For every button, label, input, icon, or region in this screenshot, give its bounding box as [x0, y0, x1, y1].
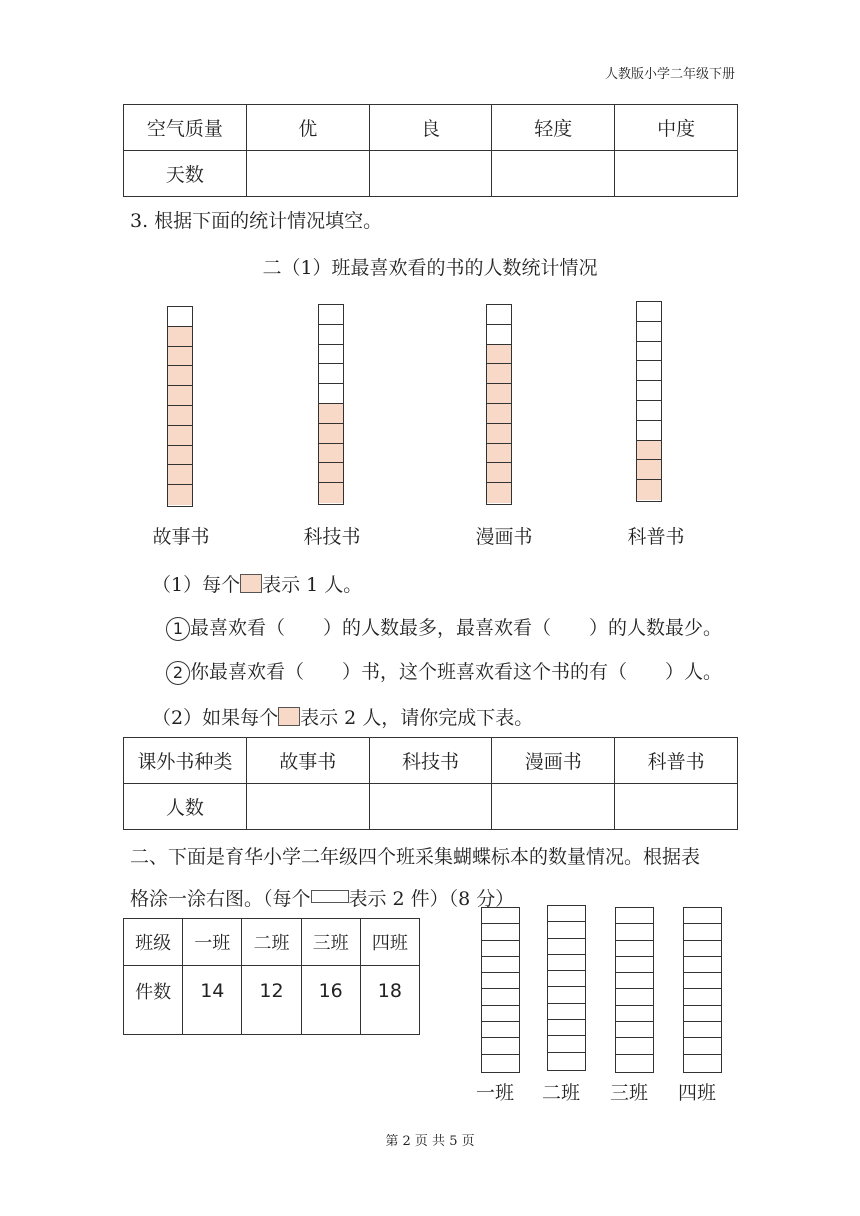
table-header-cell: 科普书	[615, 738, 738, 784]
empty-box[interactable]	[616, 957, 653, 973]
filled-square-icon	[240, 574, 262, 593]
sub-question-2-suffix: 表示 2 人，请你完成下表。	[300, 707, 534, 729]
table-row	[124, 966, 420, 1035]
empty-box[interactable]	[482, 989, 519, 1005]
empty-box[interactable]	[684, 941, 721, 957]
chart-bar	[636, 301, 662, 502]
empty-box[interactable]	[616, 908, 653, 924]
empty-box[interactable]	[482, 1022, 519, 1038]
question-2	[166, 657, 722, 685]
empty-box[interactable]	[616, 924, 653, 940]
table-row	[124, 919, 420, 966]
table-row-label: 天数	[124, 151, 247, 197]
empty-box	[637, 381, 661, 401]
filled-box	[168, 426, 192, 446]
filled-box	[487, 444, 511, 464]
empty-bar[interactable]	[615, 907, 654, 1073]
empty-box	[637, 302, 661, 322]
empty-box[interactable]	[616, 1006, 653, 1022]
empty-bar[interactable]	[683, 907, 722, 1073]
empty-box[interactable]	[616, 1038, 653, 1054]
table-cell: 14	[183, 966, 242, 1035]
filled-square-icon	[278, 707, 300, 726]
empty-box[interactable]	[548, 1036, 585, 1052]
empty-box	[319, 325, 343, 345]
empty-box[interactable]	[684, 1006, 721, 1022]
filled-box	[637, 480, 661, 500]
table-header-cell: 班级	[124, 919, 183, 966]
sub-question-1	[152, 570, 362, 597]
table-row	[124, 151, 738, 197]
question-2-text: 你最喜欢看（ ）书，这个班喜欢看这个书的有（ ）人。	[190, 661, 723, 683]
table-row	[124, 784, 738, 830]
filled-box	[319, 444, 343, 464]
table-cell: 16	[301, 966, 360, 1035]
answer-cell[interactable]	[369, 784, 492, 830]
empty-box[interactable]	[548, 971, 585, 987]
answer-cell[interactable]	[492, 151, 615, 197]
air-quality-table	[123, 104, 738, 197]
empty-box[interactable]	[482, 1055, 519, 1071]
table-header-cell: 二班	[242, 919, 301, 966]
empty-box	[319, 364, 343, 384]
table-row	[124, 105, 738, 151]
filled-box	[168, 446, 192, 466]
sub-question-1-prefix: （1）每个	[152, 574, 241, 596]
section-2-prefix: 格涂一涂右图。（每个	[130, 888, 311, 910]
table-row	[124, 738, 738, 784]
empty-box	[319, 384, 343, 404]
empty-box	[637, 361, 661, 381]
question-1	[166, 613, 722, 641]
section-2-line-2	[130, 884, 514, 911]
empty-bar[interactable]	[481, 907, 520, 1073]
chart-category-label: 二班	[541, 1082, 580, 1104]
empty-box[interactable]	[684, 1055, 721, 1071]
empty-box[interactable]	[548, 906, 585, 922]
chart-category-label: 四班	[677, 1082, 716, 1104]
empty-bar[interactable]	[547, 905, 586, 1071]
empty-box[interactable]	[684, 989, 721, 1005]
table-header-cell: 空气质量	[124, 105, 247, 151]
filled-box	[319, 483, 343, 503]
table-cell: 18	[360, 966, 419, 1035]
empty-box[interactable]	[684, 973, 721, 989]
table-header-cell: 课外书种类	[124, 738, 247, 784]
table-header-cell: 三班	[301, 919, 360, 966]
empty-box[interactable]	[684, 1022, 721, 1038]
answer-cell[interactable]	[246, 151, 369, 197]
sub-question-2-prefix: （2）如果每个	[152, 707, 279, 729]
empty-box	[637, 322, 661, 342]
filled-box	[168, 366, 192, 386]
empty-box[interactable]	[482, 908, 519, 924]
chart-category-label: 漫画书	[475, 526, 533, 548]
table-header-cell: 科技书	[369, 738, 492, 784]
empty-box[interactable]	[548, 939, 585, 955]
section-2-suffix: 表示 2 件）（8 分）	[348, 888, 515, 910]
empty-box[interactable]	[684, 957, 721, 973]
table-header-cell: 故事书	[246, 738, 369, 784]
chart-category-label: 科技书	[303, 526, 361, 548]
empty-box[interactable]	[548, 1020, 585, 1036]
circled-number-icon: 1	[166, 617, 190, 641]
table-header-cell: 良	[369, 105, 492, 151]
empty-box[interactable]	[482, 973, 519, 989]
chart-bar	[486, 304, 512, 505]
table-header-cell: 中度	[615, 105, 738, 151]
table-header-cell: 一班	[183, 919, 242, 966]
filled-box	[319, 404, 343, 424]
filled-box	[487, 345, 511, 365]
empty-box	[319, 345, 343, 365]
chart-category-label: 一班	[475, 1082, 514, 1104]
table-cell: 12	[242, 966, 301, 1035]
empty-box[interactable]	[616, 1055, 653, 1071]
empty-rectangle-icon	[311, 890, 349, 903]
filled-box	[319, 463, 343, 483]
empty-box[interactable]	[482, 1006, 519, 1022]
filled-box	[637, 441, 661, 461]
page-header: 人教版小学二年级下册	[604, 67, 735, 82]
section-2-line-1: 二、下面是育华小学二年级四个班采集蝴蝶标本的数量情况。根据表	[130, 846, 701, 868]
empty-box[interactable]	[548, 922, 585, 938]
empty-box	[319, 305, 343, 325]
empty-box[interactable]	[616, 989, 653, 1005]
filled-box	[168, 386, 192, 406]
filled-box	[319, 424, 343, 444]
empty-box[interactable]	[548, 1004, 585, 1020]
empty-box	[637, 421, 661, 441]
chart-category-label: 科普书	[627, 526, 685, 548]
answer-cell[interactable]	[369, 151, 492, 197]
filled-box	[168, 406, 192, 426]
class-table	[123, 918, 420, 1035]
filled-box	[168, 485, 192, 505]
circled-number-icon: 2	[166, 661, 190, 685]
empty-box[interactable]	[482, 1038, 519, 1054]
filled-box	[487, 384, 511, 404]
filled-box	[487, 424, 511, 444]
filled-box	[487, 404, 511, 424]
book-table	[123, 737, 738, 830]
empty-box[interactable]	[684, 924, 721, 940]
sub-question-2	[152, 703, 533, 730]
empty-box[interactable]	[482, 924, 519, 940]
table-header-cell: 优	[246, 105, 369, 151]
filled-box	[487, 483, 511, 503]
question-3-instruction: 3. 根据下面的统计情况填空。	[130, 210, 383, 232]
table-header-cell: 四班	[360, 919, 419, 966]
filled-box	[168, 465, 192, 485]
filled-box	[168, 327, 192, 347]
empty-box	[487, 325, 511, 345]
question-1-text: 最喜欢看（ ）的人数最多，最喜欢看（ ）的人数最少。	[190, 617, 723, 639]
chart-category-label: 三班	[609, 1082, 648, 1104]
empty-box[interactable]	[482, 941, 519, 957]
answer-cell[interactable]	[615, 784, 738, 830]
sub-question-1-suffix: 表示 1 人。	[262, 574, 363, 596]
empty-box[interactable]	[548, 1053, 585, 1069]
chart-title: 二（1）班最喜欢看的书的人数统计情况	[262, 257, 598, 279]
answer-cell[interactable]	[492, 784, 615, 830]
empty-box	[168, 307, 192, 327]
chart-bar	[318, 304, 344, 505]
table-row-label: 人数	[124, 784, 247, 830]
filled-box	[487, 364, 511, 384]
chart-bar	[167, 306, 193, 507]
empty-box	[637, 401, 661, 421]
empty-box	[637, 342, 661, 362]
table-row-label: 件数	[124, 966, 183, 1035]
answer-cell[interactable]	[615, 151, 738, 197]
empty-box[interactable]	[616, 973, 653, 989]
filled-box	[637, 460, 661, 480]
table-header-cell: 轻度	[492, 105, 615, 151]
filled-box	[168, 347, 192, 367]
empty-box	[487, 305, 511, 325]
empty-box[interactable]	[684, 1038, 721, 1054]
chart-category-label: 故事书	[152, 526, 210, 548]
filled-box	[487, 463, 511, 483]
empty-box[interactable]	[548, 987, 585, 1003]
table-header-cell: 漫画书	[492, 738, 615, 784]
empty-box[interactable]	[616, 1022, 653, 1038]
empty-box[interactable]	[684, 908, 721, 924]
page-footer: 第 2 页 共 5 页	[385, 1134, 475, 1149]
empty-box[interactable]	[482, 957, 519, 973]
answer-cell[interactable]	[246, 784, 369, 830]
empty-box[interactable]	[548, 955, 585, 971]
empty-box[interactable]	[616, 941, 653, 957]
